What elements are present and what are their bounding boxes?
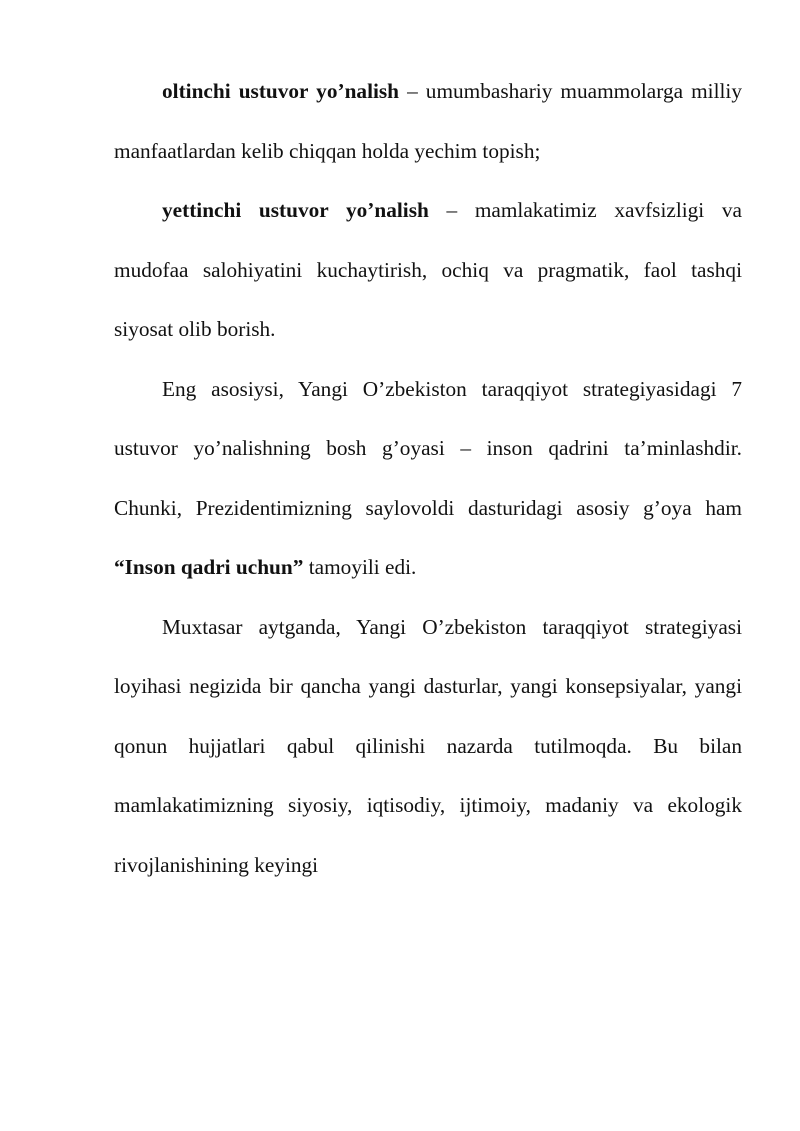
summary-text: Muxtasar aytganda, Yangi O’zbekiston taraqqiyot strategiyasi loyihasi negizida bir qancha yangi dasturlar, yangi konsepsiyalar, yangi qonun hujjatlari qabul qilinishi nazarda tutilmoqda. Bu bilan mamlakatimizning siyosiy, iqtisodiy, ijtimoiy, madaniy va ekologik rivojlanishining keyingi xyxy=(114,614,742,877)
paragraph-summary xyxy=(114,598,742,896)
main-idea-text-after: tamoyili edi. xyxy=(303,555,417,579)
paragraph-priority-six xyxy=(114,62,742,181)
main-idea-text-before: Eng asosiysi, Yangi O’zbekiston taraqqiyot strategiyasidagi 7 ustuvor yo’nalishning bosh g’oyasi – inson qadrini ta’minlashdir. Chunki, Prezidentimizning saylovoldi dasturidagi asosiy g’oya ham xyxy=(114,376,742,520)
priority-seven-text: – mamlakatimiz xavfsizligi va mudofaa salohiyatini kuchaytirish, ochiq va pragmatik, faol tashqi siyosat olib borish. xyxy=(114,198,742,341)
priority-six-heading: oltinchi ustuvor yo’nalish xyxy=(162,79,400,103)
paragraph-priority-seven xyxy=(114,181,742,360)
priority-six-text: – umumbashariy muammolarga milliy manfaatlardan kelib chiqqan holda yechim topish; xyxy=(114,79,742,163)
main-idea-slogan: “Inson qadri uchun” xyxy=(114,555,304,579)
priority-seven-heading: yettinchi ustuvor yo’nalish xyxy=(162,198,429,222)
paragraph-main-idea xyxy=(114,360,742,598)
document-page xyxy=(114,62,742,895)
